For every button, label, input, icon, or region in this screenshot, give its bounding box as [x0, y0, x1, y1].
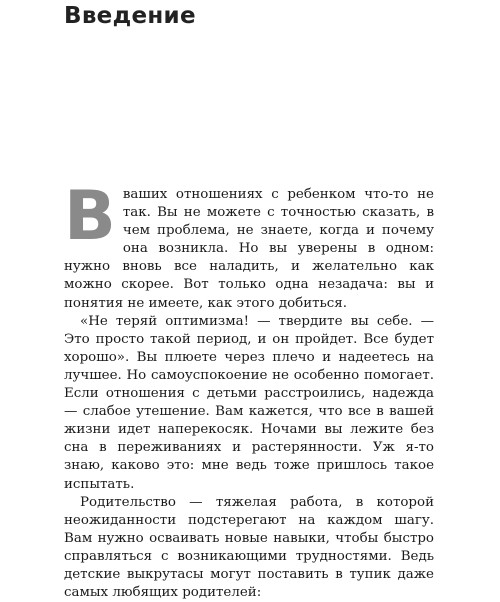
body-text [64, 177, 434, 602]
paragraph-3: Родительство — тяжелая работа, в которой неожиданности подстерегают на каждом шагу. Вам нужно осваивать новые навыки, чтобы быстро справляться с возникающими трудностями. Ведь детские выкрутасы могут поставить в тупик даже самых любящих родителей: [64, 494, 434, 601]
paragraph-2: «Не теряй оптимизма! — твердите вы себе. — Это просто такой период, и он пройдет. Все будет хорошо». Вы плюете через плечо и надеетесь на лучшее. Но самоуспокоение не особенно помогает. Если отношения с детьми расстроились, надежда — слабое утешение. Вам кажется, что все в вашей жизни идет наперекосяк. Ночами вы лежите без сна в переживаниях и растерянности. Уж я-то знаю, каково это: мне ведь тоже пришлось такое испытать. [64, 313, 434, 492]
chapter-title: Введение [64, 3, 196, 29]
paragraph-1 [64, 177, 434, 313]
paragraph-1-text: ваших отношениях с ребенком что-то не так. Вы не можете с точностью сказать, в чем проблема, не знаете, когда и почему она возникла. Но вы уверены в одном: нужно вновь все наладить, и желательно как можно скорее. Вот только одна незадача: вы и понятия не имеете, как этого добиться. [64, 187, 434, 311]
drop-cap: В [64, 177, 116, 256]
